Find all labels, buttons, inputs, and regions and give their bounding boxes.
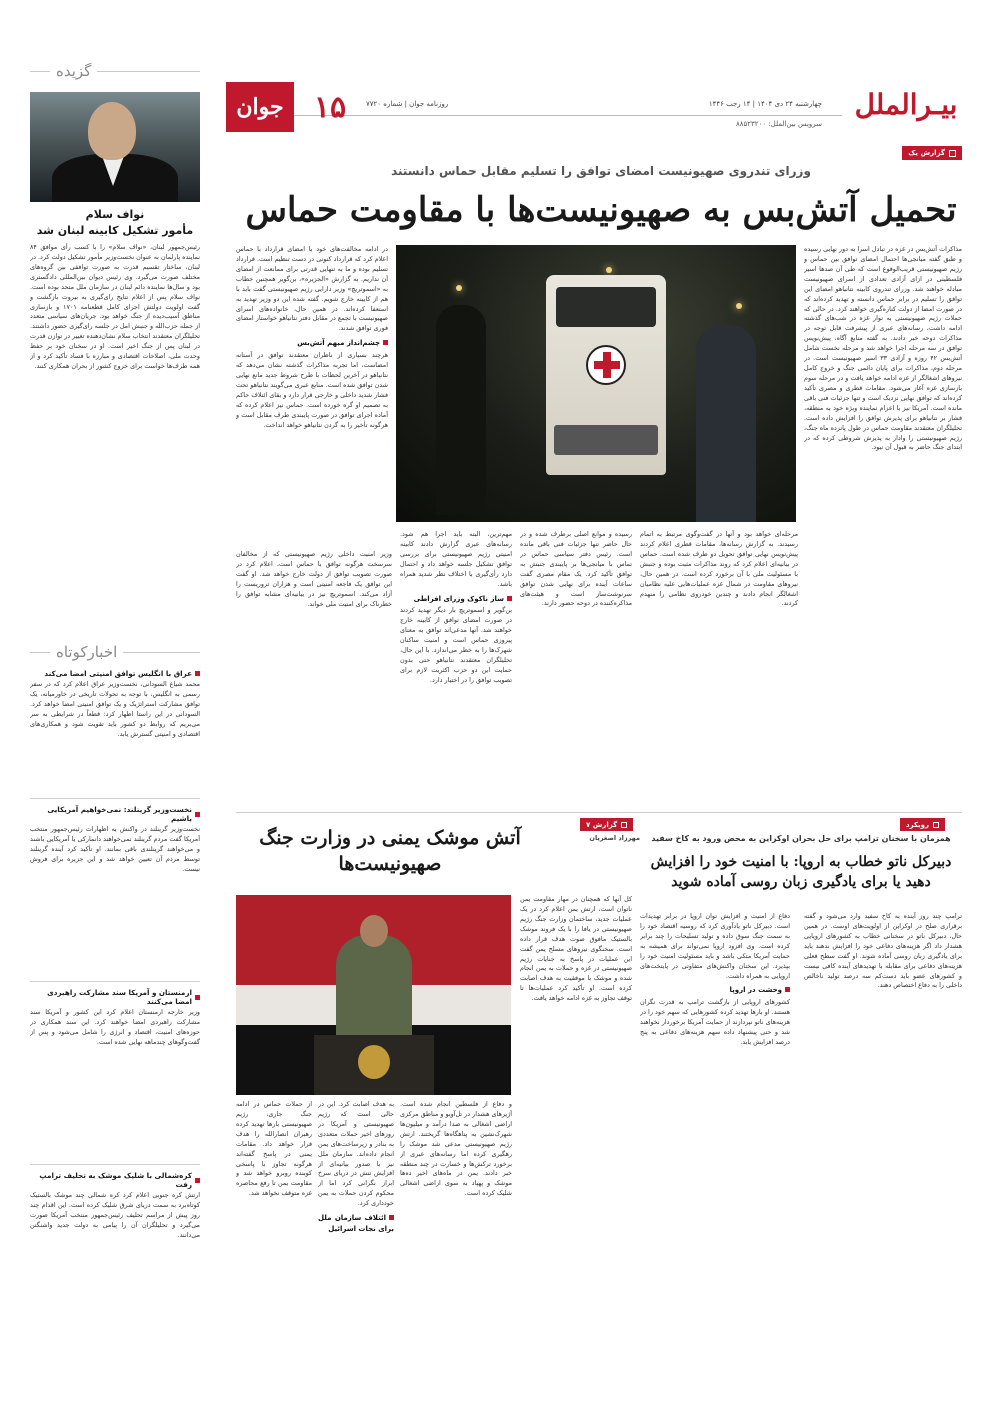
- yemen-column: [520, 895, 632, 1375]
- brief-title: کره‌شمالی با شلیک موشک به تحلیف ترامپ رفت: [30, 1171, 200, 1189]
- europe-column: [804, 912, 962, 1372]
- brief-item: [30, 1171, 200, 1391]
- report-tag: رویکرد: [900, 818, 945, 831]
- byline: مهرزاد اصغریان: [589, 834, 640, 842]
- europe-text: دفاع از امنیت و افزایش توان اروپا در برابر تهدیدات است. دبیرکل ناتو یادآوری کرد که روسیه اقتصاد خود را به سمت جنگ سوق داده و تولید تسلیحات را چند برابر کرده است. وی افزود اروپا نمی‌تواند برای همیشه به حمایت آمریکا متکی باشد و باید مسئولیت امنیت خود را بپذیرد. این سخنان واکنش‌های متفاوتی در پایتخت‌های اروپایی به همراه داشت.: [640, 912, 790, 980]
- yemen-text: و دفاع از فلسطین انجام شده است. آژیرهای هشدار در تل‌آویو و مناطق مرکزی اراضی اشغالی به صدا درآمد و میلیون‌ها شهرک‌نشین به پناهگاه‌ها گریختند. ارتش رژیم صهیونیستی مدعی شد موشک را رهگیری کرده اما رسانه‌های عبری از برخورد ترکش‌ها و خسارت در چند منطقه خبر دادند. یمن در ماه‌های اخیر ده‌ها موشک و پهپاد به سوی اراضی اشغالی شلیک کرده است.: [400, 1100, 512, 1198]
- bullet-icon: [195, 812, 200, 817]
- yemen-photo: [236, 895, 511, 1095]
- brief-item: [30, 669, 200, 799]
- photo-head: [88, 102, 136, 160]
- photo-grill: [554, 425, 658, 455]
- lead-subhead: ساز ناکوک وزرای افراطی: [400, 594, 512, 605]
- photo-figure: [696, 325, 756, 522]
- red-cross-icon: [586, 345, 626, 385]
- page-number: ۱۵: [313, 89, 347, 125]
- lead-column: [804, 245, 962, 805]
- lead-surtitle: وزرای تندروی صهیونیست امضای توافق را تسلیم مقابل حماس دانستند: [391, 164, 811, 178]
- lead-text: وزیر امنیت داخلی رژیم صهیونیستی که از مخالفان سرسخت هرگونه توافق با حماس است، اعلام کرد در صورت تصویب توافق از دولت خارج خواهد شد. او گفت این توافق یک فاجعه امنیتی است و هزاران تروریست را آزاد می‌کند. اسموتریچ نیز در بیانیه‌ای مشابه توافق را خطرناک برای امنیت ملی خواند.: [236, 550, 392, 608]
- brief-text: محمد شیاع السودانی، نخست‌وزیر عراق اعلام کرد که در سفر رسمی به انگلیس، با توجه به تحولات تاریخی در خاورمیانه، یک توافق مشارکت استراتژیک و یک توافق امنیتی امضا خواهد کرد. السودانی در این راستا اظهار کرد: قطعاً در شرایطی به سر می‌بریم که روابط دو کشور باید تقویت شود و همکاری‌های اقتصادی و امنیتی گسترش یابد.: [30, 680, 200, 738]
- europe-headline: دبیرکل ناتو خطاب به اروپا: با امنیت خود را افزایش دهید یا برای یادگیری زبان روسی آماده شوید: [650, 854, 952, 891]
- photo-light: [456, 285, 462, 291]
- divider: [30, 981, 200, 982]
- lead-headline: تحمیل آتش‌بس به صهیونیست‌ها با مقاومت حماس: [245, 190, 957, 230]
- divider: [30, 1164, 200, 1165]
- yemen-headline: آتش موشک یمنی در وزارت جنگ صهیونیست‌ها: [259, 827, 521, 875]
- photo-figure: [436, 305, 486, 515]
- photo-windshield: [556, 287, 656, 327]
- section-logo: بیـرالملل: [854, 87, 958, 121]
- lead-text: بن‌گویر و اسموتریچ بار دیگر تهدید کردند در صورت امضای توافق از کابینه خارج خواهند شد. آنها مدعی‌اند توافق به معنای پیروزی حماس است و امنیت ساکنان شهرک‌ها را به خطر می‌اندازد. با این حال، تحلیلگران معتقدند نتانیاهو حتی بدون حمایت این دو حزب اکثریت لازم برای تصویب توافق را در اختیار دارد.: [400, 606, 512, 684]
- lead-subhead: چشم‌انداز مبهم آتش‌بس: [236, 338, 388, 349]
- javan-logo: جوان: [226, 82, 294, 132]
- yemen-text: کل آنها که همچنان در مهار مقاومت یمن ناتوان است، ارتش یمن اعلام کرد در یک عملیات جدید، ساختمان وزارت جنگ رژیم صهیونیستی در یافا را با یک فروند موشک بالستیک مافوق صوت هدف قرار داده است. سخنگوی نیروهای مسلح یمن گفت این عملیات در پاسخ به جنایات رژیم صهیونیستی در غزه و حملات به یمن انجام شده و موشک با موفقیت به هدف اصابت کرده است. او تأکید کرد عملیات‌ها تا توقف تجاوز به غزه ادامه خواهد یافت.: [520, 895, 632, 1003]
- photo-light: [606, 267, 612, 273]
- lead-text: در ادامه مخالفت‌های خود با امضای قرارداد با حماس اعلام کرد که قرارداد کنونی در دست تنظیم است. قرارداد تسلیم بوده و ما به تنهایی قدرتی برای ممانعت از امضای آن نداریم. به گزارش «الجزیره»، بن‌گویر همچنین خطاب به «اسموتریچ» وزیر دارایی رژیم صهیونیستی گفت باید با هم از کابینه خارج شویم. گفته شده این دو وزیر تهدید به استعفا کرده‌اند. در همین حال، خانواده‌های اسرای صهیونیست با تجمع در مقابل دفتر نتانیاهو خواستار امضای فوری توافق شدند.: [236, 245, 388, 333]
- lead-text: مذاکرات آتش‌بس در غزه در تبادل اسرا به دور نهایی رسیده و طبق گفته میانجی‌ها احتمال امضای توافق بین حماس و رژیم صهیونیستی قریب‌الوقوع است که طی آن صدها اسیر فلسطینی در ازای آزادی تعدادی از اسرای صهیونیست مبادله خواهند شد. وزرای تندروی کابینه نتانیاهو امضای این توافق را تسلیم در برابر حماس دانسته و تهدید کرده‌اند که در صورت امضا از دولت کناره‌گیری خواهند کرد. در حالی که حملات رژیم صهیونیستی به نوار غزه در شب‌های گذشته ادامه داشت، رسانه‌های عبری از پیشرفت قابل توجه در مذاکرات دوحه خبر دادند. به گفته منابع آگاه، پیش‌نویس توافق در سه مرحله اجرا خواهد شد و مرحله نخست شامل آتش‌بس ۴۲ روزه و آزادی ۳۳ اسیر صهیونیست است. در مرحله دوم، مذاکرات برای پایان دائمی جنگ و خروج کامل نیروهای اشغالگر از غزه ادامه خواهد یافت و در مرحله سوم بازسازی غزه آغاز می‌شود. مقامات قطری و مصری تأکید کرده‌اند که توافق نهایی نزدیک است و تنها جزئیات فنی باقی مانده است. آمریکا نیز با اعزام نماینده ویژه خود به منطقه، فشار بر نتانیاهو برای پذیرش توافق را افزایش داده است. تحلیلگران معتقدند مقاومت حماس در طول پانزده ماه جنگ، رژیم صهیونیستی را وادار به پذیرش شروطی کرده که در ابتدای جنگ حاضر به قبول آن نبود.: [804, 245, 962, 452]
- brief-title: عراق با انگلیس توافق امنیتی امضا می‌کند: [30, 669, 200, 678]
- bullet-icon: [195, 995, 200, 1000]
- europe-text: ترامپ چند روز آینده به کاخ سفید وارد می‌شود و گفته برقراری صلح در اوکراین از اولویت‌های اوست. در همین حال، دبیرکل ناتو در سخنانی خطاب به کشورهای اروپایی هشدار داد اگر هزینه‌های دفاعی خود را افزایش ندهند باید برای یادگیری زبان روسی آماده شوند. او گفت سطح فعلی هزینه‌های دفاعی برای مقابله با تهدیدهای آینده کافی نیست و کشورهای عضو باید دست‌کم سه درصد تولید ناخالص داخلی را به دفاع اختصاص دهند.: [804, 912, 962, 990]
- report-tag: گزارش یک: [902, 146, 962, 160]
- profile-photo: [30, 92, 200, 202]
- yemen-text: از حملات حماس در ادامه جنگ جاری، رژیم صهیونیستی بارها تهدید کرده رهبران انصارالله را هدف قرار خواهد داد. مقامات یمنی در پاسخ گفته‌اند هرگونه تجاوز با پاسخی کوبنده روبرو خواهد شد و مقاومت یمن تا رفع محاصره غزه متوقف نخواهد شد.: [236, 1100, 312, 1198]
- yemen-column: [318, 1100, 394, 1375]
- brief-title: نخست‌وزیر گرینلند: نمی‌خواهیم آمریکایی باشیم: [30, 805, 200, 823]
- lead-photo: [396, 245, 796, 522]
- masthead-date: چهارشنبه ۲۴ دی ۱۴۰۴ | ۱۴ رجب ۱۴۴۶: [708, 100, 822, 108]
- europe-column: [640, 912, 790, 1372]
- lead-column: [400, 530, 512, 805]
- brief-text: ارتش کره جنوبی اعلام کرد کره شمالی چند موشک بالستیک کوتاه‌برد به سمت دریای شرق شلیک کرده است. این اقدام چند روز پیش از مراسم تحلیف رئیس‌جمهور منتخب آمریکا صورت می‌گیرد و تحلیلگران آن را پیامی به دولت جدید واشنگتن می‌دانند.: [30, 1191, 200, 1239]
- profile-name: نواف سلام: [85, 208, 145, 221]
- sidebar-section-title: گزیده: [56, 62, 92, 80]
- bullet-icon: [195, 1178, 200, 1183]
- europe-surtitle: همزمان با سخنان ترامپ برای حل بحران اوکراین به محض ورود به کاخ سفید: [651, 834, 951, 843]
- yemen-column: [236, 1100, 312, 1375]
- briefs-section-head: [30, 641, 200, 663]
- divider: [30, 71, 50, 72]
- lead-text: رسیده و موانع اصلی برطرف شده و در حال حاضر تنها جزئیات فنی باقی مانده است. رئیس دفتر سیاسی حماس در تماس با میانجی‌ها بر پایبندی جنبش به توافق تأکید کرد. یک مقام مصری گفت ساعات آینده برای نهایی شدن توافق سرنوشت‌ساز است و هیئت‌های مذاکره‌کننده در دوحه حضور دارند.: [520, 530, 632, 608]
- brief-title: ارمنستان و آمریکا سند مشارکت راهبردی امضا می‌کنند: [30, 988, 200, 1006]
- profile-role: مأمور تشکیل کابینه لبنان شد: [36, 224, 194, 237]
- section-divider: [236, 812, 962, 813]
- masthead: [226, 82, 962, 140]
- masthead-issue: روزنامه جوان | شماره ۷۷۲۰: [366, 100, 449, 108]
- brief-text: نخست‌وزیر گرینلند در واکنش به اظهارات رئیس‌جمهور منتخب آمریکا گفت مردم گرینلند نمی‌خواهند دانمارکی یا آمریکایی باشند و می‌خواهند گرینلندی باقی بمانند. او تأکید کرد آینده گرینلند توسط مردم آن تعیین خواهد شد و این جزیره برای فروش نیست.: [30, 825, 200, 873]
- lead-column: [236, 245, 388, 545]
- yemen-text: به هدف اصابت کرد. این در حالی است که رژیم صهیونیستی و آمریکا در روزهای اخیر حملات متعددی به بنادر و زیرساخت‌های یمن انجام داده‌اند. سازمان ملل نیز با صدور بیانیه‌ای از افزایش تنش در دریای سرخ ابراز نگرانی کرد اما از محکوم کردن حملات به یمن خودداری کرد.: [318, 1100, 394, 1208]
- yemen-column: [400, 1100, 512, 1375]
- lead-text: هرچند بسیاری از ناظران معتقدند توافق در آستانه امضاست، اما تجربه مذاکرات گذشته نشان می‌دهد که نتانیاهو در آخرین لحظات با طرح شروط جدید مانع نهایی شدن توافق شده است. منابع عبری می‌گویند نتانیاهو تحت فشار شدید داخلی و خارجی قرار دارد و بقای ائتلاف حاکم به تصمیم او گره خورده است. حماس نیز اعلام کرده که آماده اجرای توافق در صورت پایبندی طرف مقابل است و هرگونه تأخیر را به گردن نتانیاهو خواهد انداخت.: [236, 351, 388, 429]
- divider: [30, 798, 200, 799]
- yemen-subhead: ائتلاف سازمان ملل برای نجات اسرائیل: [318, 1214, 394, 1233]
- report-icon: [949, 150, 956, 157]
- photo-face: [360, 915, 388, 947]
- sidebar-section-head: [30, 60, 200, 82]
- profile-text: رئیس‌جمهور لبنان، «نواف سلام» را با کسب رأی موافق ۸۴ نماینده پارلمان به عنوان نخست‌وزیر مأمور تشکیل دولت کرد. در لبنان، ساختار تقسیم قدرت به صورت توافقی بین گروه‌های مختلف صورت می‌گیرد. وی رئیس دیوان بین‌المللی دادگستری بود و سال‌ها نماینده دائم لبنان در سازمان ملل متحد بوده است. نواف سلام پس از اعلام نتایج رای‌گیری به بیروت بازگشت و گفت اولویت دولتش اجرای کامل قطعنامه ۱۷۰۱ و بازسازی مناطق آسیب‌دیده از جنگ خواهد بود. جریان‌های سیاسی متعدد از جمله حزب‌الله و جنبش امل در جلسه رای‌گیری حضور داشتند. تحلیلگران معتقدند انتخاب سلام نشان‌دهنده تغییر در توازن قدرت در لبنان پس از جنگ اخیر است. او در سخنان خود بر حفظ وحدت ملی، اصلاحات اقتصادی و مبارزه با فساد تأکید کرد و از همه طرف‌ها خواست برای خروج کشور از بحران همکاری کنند.: [30, 243, 200, 371]
- divider: [97, 71, 200, 72]
- briefs-section-title: اخبارکوتاه: [56, 643, 118, 661]
- lead-column: [520, 530, 632, 805]
- photo-vehicle: [546, 275, 666, 475]
- divider: [123, 652, 200, 653]
- lead-column: [236, 550, 392, 805]
- photo-podium: [314, 1035, 434, 1095]
- masthead-contact: سرویس بین‌الملل: ۸۸۵۲۳۲۰۰: [736, 120, 822, 128]
- divider: [30, 652, 50, 653]
- europe-subhead: وحشت در اروپا: [640, 985, 790, 996]
- brief-item: [30, 988, 200, 1165]
- lead-text: مرحله‌ای خواهد بود و آنها در گفت‌وگوی مرتبط به اتمام رسیدند. به گزارش رسانه‌ها، مقامات قطری اعلام کردند پیش‌نویس نهایی توافق تحویل دو طرف شده است. حماس در بیانیه‌ای اعلام کرد که روند مذاکرات مثبت بوده و جنبش با مسئولیت ملی با آن برخورد کرده است. در همین حال، نیروهای مقاومت در شمال غزه عملیات‌هایی علیه نظامیان اشغالگر انجام دادند و چندین خودروی نظامی را منهدم کردند.: [640, 530, 798, 608]
- sidebar: [30, 60, 200, 1380]
- lead-column: [640, 530, 798, 805]
- photo-light: [736, 303, 742, 309]
- europe-text: کشورهای اروپایی از بازگشت ترامپ به قدرت نگران هستند. او بارها تهدید کرده کشورهایی که سهم خود را در هزینه‌های ناتو نپردازند از حمایت آمریکا برخوردار نخواهند شد و حتی پیشنهاد داده سهم هزینه‌های دفاعی به پنج درصد افزایش یابد.: [640, 998, 790, 1046]
- emblem-icon: [358, 1045, 390, 1079]
- report-icon: [621, 822, 627, 828]
- report-icon: [933, 822, 939, 828]
- report-tag: گزارش ۷: [580, 818, 633, 831]
- lead-text: مهم‌ترین، البته باید اجرا هم شود. رسانه‌های عبری گزارش دادند کابینه امنیتی رژیم صهیونیستی برای بررسی توافق تشکیل جلسه خواهد داد و احتمال دارد رأی‌گیری با اختلاف نظر شدید همراه باشد.: [400, 530, 512, 588]
- brief-item: [30, 805, 200, 982]
- bullet-icon: [195, 671, 200, 676]
- brief-text: وزیر خارجه ارمنستان اعلام کرد این کشور و آمریکا سند مشارکت راهبردی امضا خواهند کرد. این سند همکاری در حوزه‌های امنیت، اقتصاد و انرژی را شامل می‌شود و پس از گفت‌وگوهای چندماهه نهایی شده است.: [30, 1008, 200, 1046]
